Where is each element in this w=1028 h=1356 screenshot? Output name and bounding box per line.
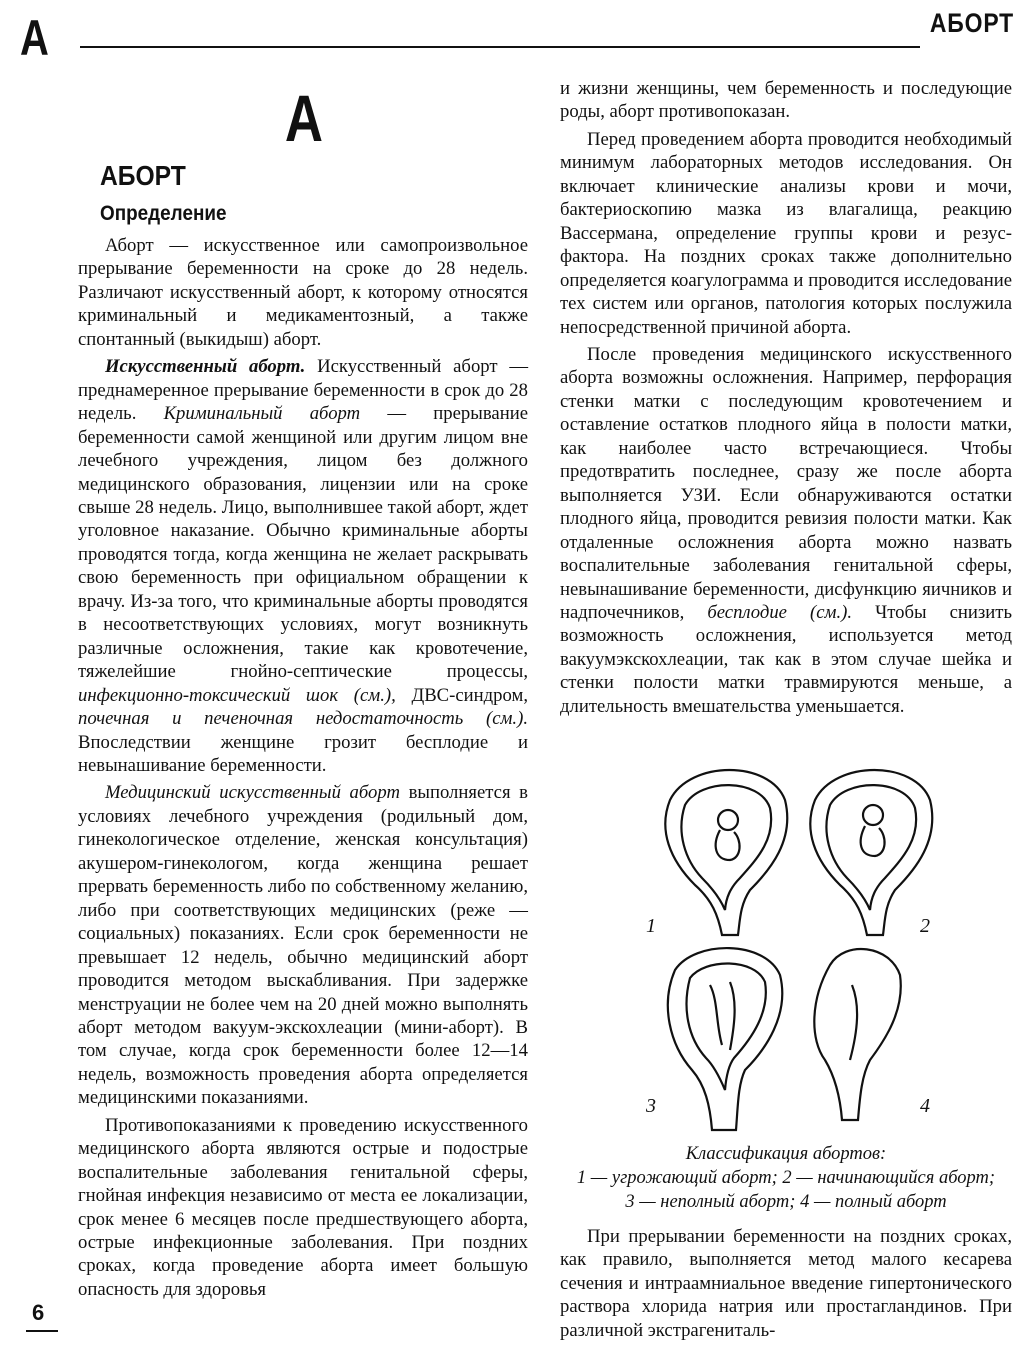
abortion-classification-figure	[630, 760, 960, 1140]
article-title: АБОРТ	[100, 160, 186, 191]
term: Медицинский искусственный аборт	[105, 782, 400, 804]
uterus-illustration	[630, 760, 960, 1140]
right-column-continued	[560, 1225, 1012, 1346]
paragraph: Медицинский искусственный аборт выполняется в условиях лечебного учреждения (родильный дом, гинекологическое отделение, женская консультация) акушером-гинекологом, когда женщина решает прервать беременность либо по собственному желанию, либо при соответствующих медицинских (реже — социальных) показаниях. Если срок беременности не превышает 12 недель, обычно медицинский аборт проводится методом выскабливания. При задержке менструации не более чем на 20 дней можно выполнять аборт методом вакуум-экскохлеации (мини-аборт). В том случае, когда срок беременности более 12—14 недель, возможность проведения аборта определяется медицинскими показаниями.	[78, 782, 528, 1109]
paragraph: Искусственный аборт. Искусственный аборт — преднамеренное прерывание беременности в срок до 28 недель. Криминальный аборт — прерывание беременности самой женщиной или другим лицом вне лечебного учреждения, лицом без должного медицинского образования, лицензии или на сроке свыше 28 недель. Лицо, выполнившее такой аборт, ждет уголовное наказание. Обычно криминальные аборты проводятся тогда, когда женщина не желает раскрывать свою беременность при официальном обращении к врачу. Из-за того, что криминальные аборты проводятся в несоответствующих условиях, могут возникнуть различные осложнения, такие как кровотечение, тяжелейшие гнойно-септические процессы, инфекционно-токсический шок (см.), ДВС-синдром, почечная и печеночная недостаточность (см.). Впоследствии женщине грозит бесплодие и невынашивание беременности.	[78, 356, 529, 776]
paragraph: Аборт — искусственное или самопроизвольное прерывание беременности на сроке до 28 недель. Различают искусственный аборт, к которому относятся криминальный и медикаментозный, а также спонтанный (выкидыш) аборт.	[78, 235, 528, 350]
left-column	[78, 234, 528, 1305]
figure-label-1: 1	[646, 915, 656, 937]
figure-label-4: 4	[920, 1095, 930, 1117]
header-rule	[80, 46, 920, 48]
running-head-letter: А	[20, 10, 49, 66]
figure-caption: Классификация абортов: 1 — угрожающий аборт; 2 — начинающийся аборт; 3 — неполный аборт; 4 — полный аборт	[576, 1144, 996, 1212]
page-number: 6	[32, 1300, 45, 1325]
cross-reference: почечная и печеночная недостаточность (см.).	[78, 708, 528, 730]
paragraph: После проведения медицинского искусственного аборта возможны осложнения. Например, перфорация стенки матки с последующим кровотечением и оставление остатков плодного яйца в полости матки, как наиболее часто встречающиеся. Чтобы предотвратить последнее, сразу же после аборта выполняется УЗИ. Если обнаруживаются остатки плодного яйца, проводится ревизия полости матки. Как отдаленные осложнения аборта можно назвать воспалительные заболевания генитальной сферы, невынашивание беременности, дисфункцию яичников и надпочечников, бесплодие (см.). Чтобы снизить возможность осложнения, используется метод вакуумэкскохлеации, так как в этом случае шейка и стенки полости матки травмируются меньше, а длительность вмешательства уменьшается.	[560, 343, 1012, 717]
figure-label-3: 3	[646, 1095, 656, 1117]
cross-reference: инфекционно-токсический шок (см.),	[78, 684, 396, 706]
paragraph: и жизни женщины, чем беременность и последующие роды, аборт противопоказан.	[560, 78, 1012, 123]
running-head-word: АБОРТ	[929, 8, 1014, 38]
footer-rule	[26, 1330, 58, 1332]
figure-label-2: 2	[920, 915, 930, 937]
term: Искусственный аборт.	[105, 356, 306, 378]
term: Криминальный аборт	[163, 403, 361, 425]
paragraph: При прерывании беременности на поздних сроках, как правило, выполняется метод малого кесарева сечения и интраамниальное введение гипертонического раствора хлорида натрия или простагландинов. При различной экстрагениталь-	[560, 1226, 1012, 1341]
section-letter: А	[284, 81, 324, 155]
subheading: Определение	[100, 202, 227, 225]
cross-reference: бесплодие (см.).	[707, 601, 853, 623]
paragraph: Противопоказаниями к проведению искусственного медицинского аборта являются острые и подострые воспалительные заболевания генитальной сферы, гнойная инфекция независимо от места ее локализации, срок менее 6 месяцев после предшествующего аборта, острые инфекционные заболевания. При поздних сроках, когда проведение аборта имеет большую опасность для здоровья	[78, 1114, 528, 1300]
paragraph: Перед проведением аборта проводится необходимый минимум лабораторных методов исследования. Он включает клинические анализы крови и мочи, бактериоскопию мазка из влагалища, реакцию Вассермана, определение группы крови и резус-фактора. На поздних сроках также дополнительно определяется коагулограмма и проводится исследование тех систем или органов, патология которых послужила непосредственной причиной аборта.	[560, 128, 1012, 338]
right-column	[560, 77, 1012, 722]
